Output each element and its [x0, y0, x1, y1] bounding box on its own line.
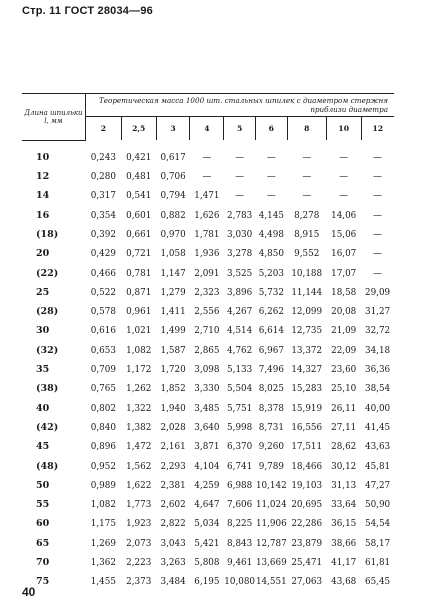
- mass-cell: 3,278: [227, 249, 253, 260]
- length-cell: 25: [36, 286, 50, 298]
- mass-cell: 1,058: [160, 249, 186, 260]
- mass-cell: 0,871: [126, 287, 152, 298]
- mass-cell: 65,45: [364, 577, 391, 588]
- mass-cell: 19,103: [291, 480, 323, 491]
- mass-cell: 5,133: [227, 365, 253, 376]
- mass-cell: 1,021: [126, 326, 152, 337]
- mass-cell: 0,243: [90, 152, 116, 163]
- mass-cell: 16,07: [331, 249, 357, 260]
- mass-cell: 43,68: [331, 577, 357, 588]
- length-cell: 10: [36, 151, 50, 163]
- mass-cell: 4,498: [258, 229, 284, 240]
- mass-cell: 22,09: [331, 345, 357, 356]
- mass-cell: —: [302, 191, 312, 202]
- length-cell: 55: [36, 499, 50, 511]
- mass-cell: 9,789: [258, 461, 284, 472]
- mass-cell: —: [202, 172, 212, 183]
- table-row: [22, 549, 394, 568]
- mass-cell: 3,485: [194, 403, 220, 414]
- mass-cell: 4,647: [194, 500, 220, 511]
- mass-cell: —: [266, 191, 276, 202]
- diameter-header-cell: 2: [85, 117, 121, 141]
- mass-cell: 0,896: [90, 442, 116, 453]
- mass-cell: 2,822: [160, 519, 186, 530]
- table-row: [22, 394, 394, 413]
- mass-cell: 2,381: [160, 480, 186, 491]
- mass-cell: —: [202, 152, 212, 163]
- mass-cell: 11,906: [255, 519, 287, 530]
- mass-cell: 1,471: [194, 191, 220, 202]
- mass-cell: 1,472: [126, 442, 152, 453]
- table-body: [22, 140, 394, 587]
- mass-cell: 31,13: [331, 480, 357, 491]
- mass-cell: 8,843: [227, 538, 253, 549]
- mass-cell: 0,421: [126, 152, 152, 163]
- length-column-header: Длина шпильки l, мм: [22, 94, 85, 141]
- mass-cell: —: [302, 172, 312, 183]
- mass-cell: 2,073: [126, 538, 152, 549]
- mass-cell: 23,60: [331, 365, 357, 376]
- mass-cell: —: [339, 191, 349, 202]
- mass-cell: 5,504: [227, 384, 253, 395]
- diameter-header-cell: 3: [156, 117, 190, 141]
- mass-cell: 0,706: [160, 172, 186, 183]
- mass-cell: 3,640: [194, 422, 220, 433]
- mass-cell: 29,09: [364, 287, 391, 298]
- mass-cell: 9,552: [294, 249, 320, 260]
- mass-cell: 0,781: [126, 268, 152, 279]
- mass-cell: 0,882: [160, 210, 186, 221]
- table-row: [22, 414, 394, 433]
- mass-cell: 6,262: [258, 307, 284, 318]
- mass-cell: 5,808: [194, 558, 220, 569]
- mass-cell: 2,091: [194, 268, 220, 279]
- mass-cell: 5,421: [194, 538, 220, 549]
- mass-cell: —: [302, 152, 312, 163]
- mass-cell: 41,17: [331, 558, 357, 569]
- mass-cell: 0,952: [90, 461, 116, 472]
- mass-cell: 31,27: [364, 307, 391, 318]
- mass-cell: 0,481: [126, 172, 152, 183]
- length-cell: 35: [36, 364, 50, 376]
- table-row: [22, 259, 394, 278]
- mass-cell: 10,080: [224, 577, 256, 588]
- length-cell: 16: [36, 209, 50, 221]
- mass-cell: 2,293: [160, 461, 186, 472]
- mass-cell: 15,919: [291, 403, 323, 414]
- length-cell: (42): [36, 421, 59, 433]
- mass-cell: 5,732: [258, 287, 284, 298]
- mass-cell: 0,661: [126, 229, 152, 240]
- table-row: [22, 182, 394, 201]
- length-cell: (48): [36, 460, 59, 472]
- mass-spanning-header: Теоретическая масса 1000 шт. стальных шпилек с диаметром стержня приблизи диаметра: [85, 94, 394, 117]
- mass-cell: 1,626: [194, 210, 220, 221]
- mass-cell: 34,18: [364, 345, 391, 356]
- length-cell: 12: [36, 171, 50, 183]
- mass-cell: 0,794: [160, 191, 186, 202]
- mass-cell: 1,936: [194, 249, 220, 260]
- mass-cell: 1,279: [160, 287, 186, 298]
- table-row: [22, 240, 394, 259]
- mass-cell: 22,286: [291, 519, 323, 530]
- mass-cell: 3,098: [194, 365, 220, 376]
- mass-cell: 21,09: [331, 326, 357, 337]
- mass-cell: 36,15: [331, 519, 357, 530]
- mass-cell: 1,322: [126, 403, 152, 414]
- length-cell: (18): [36, 228, 59, 240]
- mass-cell: —: [373, 152, 382, 163]
- mass-cell: 38,54: [364, 384, 391, 395]
- mass-cell: 6,741: [227, 461, 253, 472]
- mass-cell: 0,989: [90, 480, 116, 491]
- mass-cell: 1,940: [160, 403, 186, 414]
- mass-cell: —: [266, 172, 276, 183]
- mass-cell: 5,998: [227, 422, 253, 433]
- mass-cell: 0,970: [160, 229, 186, 240]
- mass-cell: 1,499: [160, 326, 186, 337]
- mass-cell: —: [373, 191, 382, 202]
- mass-cell: 12,787: [255, 538, 287, 549]
- mass-cell: 15,06: [331, 229, 357, 240]
- mass-cell: 1,773: [126, 500, 152, 511]
- mass-cell: 1,269: [90, 538, 116, 549]
- mass-cell: 1,262: [126, 384, 152, 395]
- diameter-header-cell: 6: [255, 117, 287, 141]
- mass-cell: —: [373, 249, 382, 260]
- mass-cell: 1,411: [160, 307, 186, 318]
- mass-cell: 33,64: [331, 500, 357, 511]
- mass-cell: 54,54: [364, 519, 391, 530]
- mass-cell: 13,669: [255, 558, 287, 569]
- table-row: [22, 529, 394, 548]
- table-row: [22, 201, 394, 220]
- mass-cell: 18,466: [291, 461, 323, 472]
- mass-cell: 2,028: [160, 422, 186, 433]
- mass-cell: 3,871: [194, 442, 220, 453]
- table-row: [22, 356, 394, 375]
- mass-cell: 27,063: [291, 577, 323, 588]
- mass-cell: 10,188: [291, 268, 323, 279]
- length-cell: 65: [36, 537, 50, 549]
- mass-cell: —: [266, 152, 276, 163]
- mass-cell: 0,709: [90, 365, 116, 376]
- mass-cell: 14,551: [255, 577, 287, 588]
- mass-cell: —: [235, 152, 245, 163]
- mass-cell: 5,203: [258, 268, 284, 279]
- mass-cell: 5,751: [227, 403, 253, 414]
- length-cell: 60: [36, 518, 50, 530]
- mass-cell: 2,710: [194, 326, 220, 337]
- mass-cell: 6,614: [258, 326, 284, 337]
- mass-cell: 16,556: [291, 422, 323, 433]
- diameter-header-cell: 5: [224, 117, 256, 141]
- mass-cell: 12,099: [291, 307, 323, 318]
- mass-cell: 0,578: [90, 307, 116, 318]
- table-row: [22, 221, 394, 240]
- mass-cell: 6,195: [194, 577, 220, 588]
- mass-cell: 8,225: [227, 519, 253, 530]
- mass-cell: 6,967: [258, 345, 284, 356]
- mass-cell: 10,142: [255, 480, 287, 491]
- mass-cell: 0,721: [126, 249, 152, 260]
- mass-cell: 20,08: [331, 307, 357, 318]
- mass-cell: 9,461: [227, 558, 253, 569]
- diameter-header-cell: 8: [287, 117, 326, 141]
- diameter-header-cell: 4: [190, 117, 224, 141]
- mass-cell: 7,606: [227, 500, 253, 511]
- mass-cell: 11,024: [255, 500, 287, 511]
- mass-cell: 17,07: [331, 268, 357, 279]
- mass-cell: 7,496: [258, 365, 284, 376]
- mass-cell: 28,62: [331, 442, 357, 453]
- mass-table: [22, 93, 394, 587]
- mass-cell: 6,988: [227, 480, 253, 491]
- mass-cell: 1,175: [90, 519, 116, 530]
- mass-cell: 27,11: [331, 422, 357, 433]
- mass-cell: —: [339, 172, 349, 183]
- table-header-row: [22, 94, 394, 117]
- mass-cell: 1,923: [126, 519, 152, 530]
- mass-cell: 30,12: [331, 461, 357, 472]
- mass-cell: 8,731: [258, 422, 284, 433]
- mass-cell: 61,81: [364, 558, 391, 569]
- table-row: [22, 568, 394, 587]
- mass-cell: 0,466: [90, 268, 116, 279]
- table-row: [22, 452, 394, 471]
- length-cell: 40: [36, 402, 50, 414]
- mass-cell: 4,762: [227, 345, 253, 356]
- length-cell: 20: [36, 248, 50, 260]
- table-row: [22, 510, 394, 529]
- mass-cell: 26,11: [331, 403, 357, 414]
- mass-cell: 2,556: [194, 307, 220, 318]
- mass-cell: 1,382: [126, 422, 152, 433]
- mass-cell: 1,562: [126, 461, 152, 472]
- mass-cell: 0,961: [126, 307, 152, 318]
- mass-cell: 4,267: [227, 307, 253, 318]
- mass-cell: 4,145: [258, 210, 284, 221]
- length-cell: 45: [36, 441, 50, 453]
- table-row: [22, 375, 394, 394]
- mass-cell: —: [373, 210, 382, 221]
- mass-cell: 4,514: [227, 326, 253, 337]
- mass-cell: 23,879: [291, 538, 323, 549]
- table-row: [22, 491, 394, 510]
- mass-cell: 9,260: [258, 442, 284, 453]
- mass-cell: 3,525: [227, 268, 253, 279]
- mass-cell: 15,283: [291, 384, 323, 395]
- mass-cell: 13,372: [291, 345, 323, 356]
- mass-cell: 3,484: [160, 577, 186, 588]
- mass-cell: 1,172: [126, 365, 152, 376]
- mass-cell: 2,223: [126, 558, 152, 569]
- length-cell: (32): [36, 344, 59, 356]
- mass-cell: 0,317: [90, 191, 116, 202]
- table-row: [22, 298, 394, 317]
- mass-cell: 0,616: [90, 326, 116, 337]
- mass-cell: 0,802: [90, 403, 116, 414]
- mass-cell: 1,720: [160, 365, 186, 376]
- table-row: [22, 433, 394, 452]
- mass-cell: —: [373, 229, 382, 240]
- mass-cell: 43,63: [364, 442, 391, 453]
- mass-cell: 0,601: [126, 210, 152, 221]
- mass-cell: 0,522: [90, 287, 116, 298]
- mass-cell: 47,27: [364, 480, 391, 491]
- mass-cell: 8,915: [294, 229, 320, 240]
- length-cell: (28): [36, 306, 59, 318]
- mass-cell: 3,896: [227, 287, 253, 298]
- mass-cell: 18,58: [331, 287, 357, 298]
- diameter-header-cell: 10: [326, 117, 361, 141]
- mass-cell: —: [373, 268, 382, 279]
- mass-cell: 58,17: [364, 538, 391, 549]
- diameter-header-cell: 12: [361, 117, 394, 141]
- mass-cell: 2,602: [160, 500, 186, 511]
- mass-cell: 38,66: [331, 538, 357, 549]
- mass-cell: 1,362: [90, 558, 116, 569]
- mass-cell: 8,278: [294, 210, 320, 221]
- mass-cell: 1,587: [160, 345, 186, 356]
- mass-cell: 45,81: [364, 461, 391, 472]
- mass-cell: —: [235, 191, 245, 202]
- mass-cell: 41,45: [364, 422, 391, 433]
- mass-cell: 3,030: [227, 229, 253, 240]
- mass-cell: 2,323: [194, 287, 220, 298]
- table-row: [22, 336, 394, 355]
- mass-cell: 0,541: [126, 191, 152, 202]
- mass-cell: 0,765: [90, 384, 116, 395]
- length-cell: 70: [36, 557, 50, 569]
- mass-cell: 0,840: [90, 422, 116, 433]
- mass-cell: 6,370: [227, 442, 253, 453]
- diameter-header-cell: 2,5: [121, 117, 156, 141]
- mass-cell: 12,735: [291, 326, 323, 337]
- length-cell: (22): [36, 267, 59, 279]
- length-cell: 14: [36, 190, 50, 202]
- mass-cell: 0,280: [90, 172, 116, 183]
- mass-cell: 17,511: [291, 442, 323, 453]
- mass-cell: 2,865: [194, 345, 220, 356]
- mass-cell: 0,429: [90, 249, 116, 260]
- mass-cell: 0,354: [90, 210, 116, 221]
- mass-cell: 0,617: [160, 152, 186, 163]
- mass-cell: 0,392: [90, 229, 116, 240]
- mass-cell: 1,082: [126, 345, 152, 356]
- mass-cell: 2,783: [227, 210, 253, 221]
- mass-cell: —: [235, 172, 245, 183]
- mass-cell: 3,330: [194, 384, 220, 395]
- mass-cell: 1,622: [126, 480, 152, 491]
- mass-cell: 5,034: [194, 519, 220, 530]
- mass-cell: 50,90: [364, 500, 391, 511]
- mass-cell: 8,378: [258, 403, 284, 414]
- mass-cell: 3,263: [160, 558, 186, 569]
- length-cell: (38): [36, 383, 59, 395]
- mass-cell: 14,327: [291, 365, 323, 376]
- mass-cell: 1,082: [90, 500, 116, 511]
- table-row: [22, 317, 394, 336]
- table-row: [22, 279, 394, 298]
- length-cell: 30: [36, 325, 50, 337]
- mass-cell: —: [373, 172, 382, 183]
- length-cell: 75: [36, 576, 50, 588]
- mass-cell: 1,781: [194, 229, 220, 240]
- page-header: Стр. 11 ГОСТ 28034—96: [22, 5, 153, 17]
- mass-cell: 4,259: [194, 480, 220, 491]
- mass-cell: 20,695: [291, 500, 323, 511]
- mass-cell: 14,06: [331, 210, 357, 221]
- mass-cell: 4,850: [258, 249, 284, 260]
- mass-cell: 32,72: [364, 326, 391, 337]
- page-number: 40: [22, 585, 36, 599]
- mass-cell: 1,147: [160, 268, 186, 279]
- mass-cell: 1,455: [90, 577, 116, 588]
- table-row: [22, 472, 394, 491]
- table-row: [22, 140, 394, 163]
- mass-cell: 40,00: [364, 403, 391, 414]
- mass-cell: 36,36: [364, 365, 391, 376]
- mass-cell: —: [339, 152, 349, 163]
- mass-cell: 25,471: [291, 558, 323, 569]
- mass-cell: 4,104: [194, 461, 220, 472]
- mass-cell: 0,653: [90, 345, 116, 356]
- mass-cell: 2,161: [160, 442, 186, 453]
- length-cell: 50: [36, 479, 50, 491]
- table-row: [22, 163, 394, 182]
- mass-cell: 2,373: [126, 577, 152, 588]
- mass-cell: 25,10: [331, 384, 357, 395]
- mass-cell: 8,025: [258, 384, 284, 395]
- mass-cell: 1,852: [160, 384, 186, 395]
- mass-cell: 3,043: [160, 538, 186, 549]
- mass-cell: 11,144: [291, 287, 323, 298]
